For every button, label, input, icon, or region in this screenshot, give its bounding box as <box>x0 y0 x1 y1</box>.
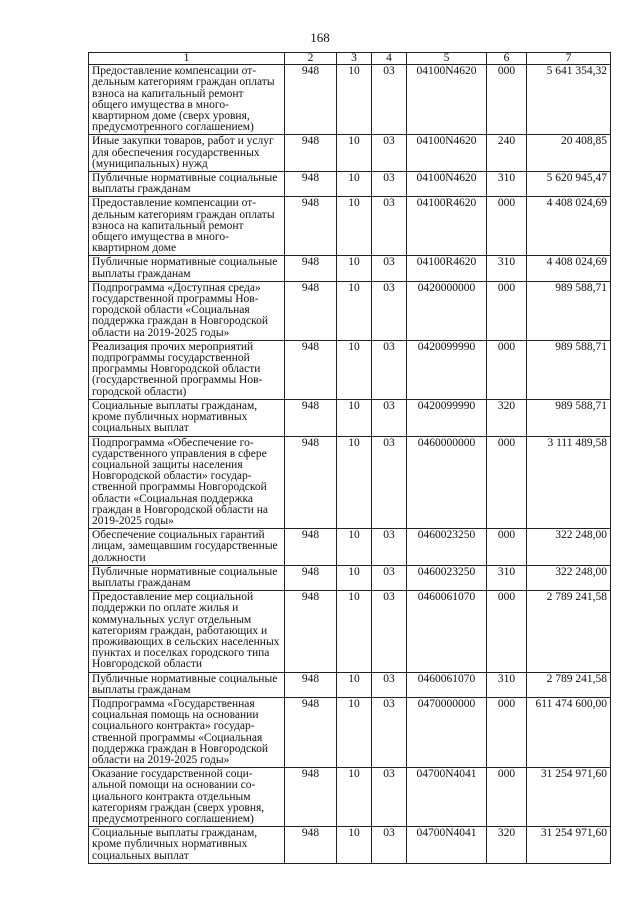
target-article-cell: 04100R4620 <box>407 256 487 281</box>
expense-type-cell: 240 <box>487 135 527 172</box>
table-row <box>89 697 611 767</box>
ministry-code-cell: 948 <box>285 172 337 197</box>
subsection-code-cell: 03 <box>372 436 407 529</box>
row-name-cell: Предоставление мер социальной поддержки по оплате жилья и коммунальных услуг отдельным категориям граждан, работающих и проживающих в сельских населенных пунктах и поселках городского типа Новгородской области <box>89 591 285 672</box>
expense-type-cell: 000 <box>487 591 527 672</box>
amount-cell: 322 248,00 <box>527 529 611 566</box>
column-header: 2 <box>285 53 337 65</box>
section-code-cell: 10 <box>337 672 372 697</box>
ministry-code-cell: 948 <box>285 697 337 767</box>
table-row <box>89 399 611 436</box>
subsection-code-cell: 03 <box>372 827 407 864</box>
table-row <box>89 172 611 197</box>
row-name-cell: Реализация прочих мероприятий подпрограммы государственной программы Новгородской области (государственной программы Новгородской области) <box>89 340 285 399</box>
section-code-cell: 10 <box>337 197 372 256</box>
section-code-cell: 10 <box>337 436 372 529</box>
subsection-code-cell: 03 <box>372 529 407 566</box>
subsection-code-cell: 03 <box>372 65 407 135</box>
table-row <box>89 768 611 827</box>
table-row <box>89 672 611 697</box>
target-article-cell: 0460000000 <box>407 436 487 529</box>
table-row <box>89 565 611 590</box>
ministry-code-cell: 948 <box>285 340 337 399</box>
target-article-cell: 0420000000 <box>407 281 487 340</box>
subsection-code-cell: 03 <box>372 281 407 340</box>
ministry-code-cell: 948 <box>285 135 337 172</box>
column-header: 4 <box>372 53 407 65</box>
section-code-cell: 10 <box>337 399 372 436</box>
column-header: 7 <box>527 53 611 65</box>
ministry-code-cell: 948 <box>285 672 337 697</box>
subsection-code-cell: 03 <box>372 565 407 590</box>
target-article-cell: 0470000000 <box>407 697 487 767</box>
subsection-code-cell: 03 <box>372 591 407 672</box>
expense-type-cell: 000 <box>487 436 527 529</box>
amount-cell: 611 474 600,00 <box>527 697 611 767</box>
table-header-row <box>89 53 611 65</box>
expense-type-cell: 320 <box>487 827 527 864</box>
target-article-cell: 0420099990 <box>407 399 487 436</box>
subsection-code-cell: 03 <box>372 256 407 281</box>
expense-type-cell: 310 <box>487 256 527 281</box>
row-name-cell: Иные закупки товаров, работ и услуг для обеспечения государственных (муниципальных) нужд <box>89 135 285 172</box>
target-article-cell: 04100N4620 <box>407 135 487 172</box>
table-row <box>89 197 611 256</box>
expense-type-cell: 320 <box>487 399 527 436</box>
table-row <box>89 135 611 172</box>
section-code-cell: 10 <box>337 768 372 827</box>
row-name-cell: Предоставление компенсации отдельным категориям граждан оплаты взноса на капитальный ремонт общего имущества в многоквартирном доме <box>89 197 285 256</box>
expense-type-cell: 000 <box>487 281 527 340</box>
amount-cell: 322 248,00 <box>527 565 611 590</box>
section-code-cell: 10 <box>337 135 372 172</box>
subsection-code-cell: 03 <box>372 399 407 436</box>
ministry-code-cell: 948 <box>285 256 337 281</box>
row-name-cell: Социальные выплаты гражданам, кроме публичных нормативных социальных выплат <box>89 827 285 864</box>
page-number: 168 <box>310 30 330 45</box>
amount-cell: 31 254 971,60 <box>527 827 611 864</box>
ministry-code-cell: 948 <box>285 65 337 135</box>
row-name-cell: Оказание государственной социальной помощи на основании социального контракта отдельным категориям граждан (сверх уровня, предусмотренного соглашением) <box>89 768 285 827</box>
subsection-code-cell: 03 <box>372 697 407 767</box>
expense-type-cell: 000 <box>487 768 527 827</box>
row-name-cell: Публичные нормативные социальные выплаты гражданам <box>89 256 285 281</box>
table-row <box>89 281 611 340</box>
amount-cell: 3 111 489,58 <box>527 436 611 529</box>
target-article-cell: 04700N4041 <box>407 768 487 827</box>
subsection-code-cell: 03 <box>372 672 407 697</box>
table-row <box>89 65 611 135</box>
row-name-cell: Предоставление компенсации отдельным категориям граждан оплаты взноса на капитальный ремонт общего имущества в многоквартирном доме (сверх уровня, предусмотренного соглашением) <box>89 65 285 135</box>
row-name-cell: Подпрограмма «Обеспечение государственного управления в сфере социальной защиты населения Новгородской области» государственной программы Новгородской области «Социальная поддержка граждан в Новгородской области на 2019-2025 годы» <box>89 436 285 529</box>
section-code-cell: 10 <box>337 529 372 566</box>
ministry-code-cell: 948 <box>285 529 337 566</box>
amount-cell: 989 588,71 <box>527 281 611 340</box>
target-article-cell: 04100R4620 <box>407 197 487 256</box>
row-name-cell: Подпрограмма «Доступная среда» государственной программы Новгородской области «Социальная поддержка граждан в Новгородской области на 2019-2025 годы» <box>89 281 285 340</box>
target-article-cell: 04700N4041 <box>407 827 487 864</box>
table-row <box>89 591 611 672</box>
amount-cell: 31 254 971,60 <box>527 768 611 827</box>
target-article-cell: 0420099990 <box>407 340 487 399</box>
amount-cell: 989 588,71 <box>527 399 611 436</box>
amount-cell: 989 588,71 <box>527 340 611 399</box>
target-article-cell: 0460023250 <box>407 565 487 590</box>
ministry-code-cell: 948 <box>285 565 337 590</box>
section-code-cell: 10 <box>337 65 372 135</box>
ministry-code-cell: 948 <box>285 827 337 864</box>
section-code-cell: 10 <box>337 565 372 590</box>
target-article-cell: 0460023250 <box>407 529 487 566</box>
row-name-cell: Обеспечение социальных гарантий лицам, замещавшим государственные должности <box>89 529 285 566</box>
row-name-cell: Подпрограмма «Государственная социальная помощь на основании социального контракта» государственной программы «Социальная поддержка граждан в Новгородской области на 2019-2025 годы» <box>89 697 285 767</box>
section-code-cell: 10 <box>337 827 372 864</box>
target-article-cell: 04100N4620 <box>407 172 487 197</box>
subsection-code-cell: 03 <box>372 340 407 399</box>
expense-type-cell: 310 <box>487 172 527 197</box>
amount-cell: 4 408 024,69 <box>527 256 611 281</box>
table-row <box>89 340 611 399</box>
ministry-code-cell: 948 <box>285 281 337 340</box>
ministry-code-cell: 948 <box>285 197 337 256</box>
amount-cell: 5 641 354,32 <box>527 65 611 135</box>
amount-cell: 2 789 241,58 <box>527 672 611 697</box>
column-header: 6 <box>487 53 527 65</box>
row-name-cell: Публичные нормативные социальные выплаты гражданам <box>89 172 285 197</box>
table-row <box>89 827 611 864</box>
expense-type-cell: 000 <box>487 65 527 135</box>
row-name-cell: Публичные нормативные социальные выплаты гражданам <box>89 565 285 590</box>
section-code-cell: 10 <box>337 697 372 767</box>
ministry-code-cell: 948 <box>285 436 337 529</box>
section-code-cell: 10 <box>337 281 372 340</box>
section-code-cell: 10 <box>337 172 372 197</box>
expense-type-cell: 000 <box>487 340 527 399</box>
subsection-code-cell: 03 <box>372 172 407 197</box>
ministry-code-cell: 948 <box>285 768 337 827</box>
target-article-cell: 0460061070 <box>407 591 487 672</box>
budget-table <box>88 52 611 864</box>
expense-type-cell: 000 <box>487 697 527 767</box>
column-header: 5 <box>407 53 487 65</box>
amount-cell: 4 408 024,69 <box>527 197 611 256</box>
section-code-cell: 10 <box>337 340 372 399</box>
column-header: 3 <box>337 53 372 65</box>
table-row <box>89 436 611 529</box>
row-name-cell: Социальные выплаты гражданам, кроме публичных нормативных социальных выплат <box>89 399 285 436</box>
ministry-code-cell: 948 <box>285 591 337 672</box>
expense-type-cell: 310 <box>487 565 527 590</box>
expense-type-cell: 310 <box>487 672 527 697</box>
table-row <box>89 529 611 566</box>
row-name-cell: Публичные нормативные социальные выплаты гражданам <box>89 672 285 697</box>
subsection-code-cell: 03 <box>372 768 407 827</box>
column-header: 1 <box>89 53 285 65</box>
table-row <box>89 256 611 281</box>
amount-cell: 2 789 241,58 <box>527 591 611 672</box>
section-code-cell: 10 <box>337 591 372 672</box>
subsection-code-cell: 03 <box>372 197 407 256</box>
expense-type-cell: 000 <box>487 529 527 566</box>
target-article-cell: 0460061070 <box>407 672 487 697</box>
expense-type-cell: 000 <box>487 197 527 256</box>
amount-cell: 5 620 945,47 <box>527 172 611 197</box>
amount-cell: 20 408,85 <box>527 135 611 172</box>
target-article-cell: 04100N4620 <box>407 65 487 135</box>
table-body <box>89 65 611 864</box>
subsection-code-cell: 03 <box>372 135 407 172</box>
section-code-cell: 10 <box>337 256 372 281</box>
ministry-code-cell: 948 <box>285 399 337 436</box>
